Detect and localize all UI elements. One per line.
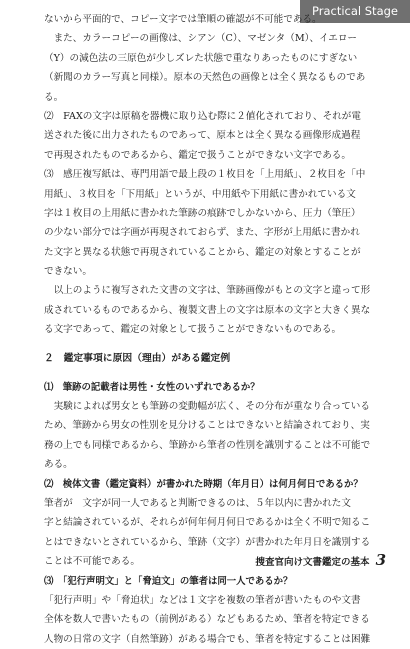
body-line: 字と結論されているが、それらが何年何月何日であるかは全く不明で知るこ — [44, 517, 371, 529]
body-line: ある。 — [44, 459, 73, 471]
section-heading: ２ 鑑定事項に原因（理由）がある鑑定例 — [44, 352, 231, 364]
book-title: 捜査官向け文書鑑定の基本 — [255, 557, 370, 568]
body-line: 「犯行声明」や「脅迫状」などは１文字を複数の筆者が書いたものや文書 — [44, 594, 361, 606]
body-line: 実験によれば男女とも筆跡の変動幅が広く、その分布が重なり合っている — [44, 401, 370, 413]
question-heading-3: ⑶ 「犯行声明文」と「脅迫文」の筆者は同一人であるか？ — [44, 575, 293, 587]
body-line: 成されているものであるから、複製文書上の文字は原本の文字と大きく異な — [44, 304, 371, 316]
body-line: ため、筆跡から男女の性別を見分けることはできないと結論されており、実 — [44, 420, 370, 432]
body-line: できない。 — [44, 266, 92, 278]
body-line: で再現されたものであるから、鑑定で扱うことができない文字である。 — [44, 149, 351, 161]
body-line: 人物の日常の文字（自然筆跡）がある場合でも、筆者を特定することは困難 — [44, 633, 371, 645]
body-line: とはできないとされているから、筆跡（文字）が書かれた年月日を識別する — [44, 536, 371, 548]
body-line — [44, 494, 382, 513]
body-line: の少ない部分では字画が再現されておらず、また、字形が上用紙に書かれ — [44, 227, 360, 239]
body-line-text: 文字が同一人であると判断できるのは、５年以内に書かれた文 — [72, 497, 351, 509]
body-line: ⑵ FAXの文字は原稿を器機に取り込む際に２値化されており、それが電 — [44, 110, 361, 122]
body-line: る文字であって、鑑定の対象として扱うことができないものである。 — [44, 324, 342, 336]
body-line: 全体を数人で書いたもの（前例がある）などもあるため、筆者を特定できる — [44, 614, 370, 626]
question-heading-1: ⑴ 筆跡の記載者は男性・女性のいずれであるか？ — [44, 381, 260, 393]
practical-stage-tab: Practical Stage — [300, 0, 410, 23]
body-line: ことは不可能である。 — [44, 556, 140, 568]
body-line: ⑶ 感圧複写紙は、専門用語で最上段の１枚目を「上用紙」、２枚目を「中 — [44, 169, 366, 181]
body-line: 用紙」、３枚目を「下用紙」というが、中用紙や下用紙に書かれている文 — [44, 188, 356, 200]
body-line: （Y）の減色法の三原色が少しズレた状態で重なりあったものにすぎない — [44, 52, 358, 64]
body-fragment: 筆者が — [44, 497, 73, 509]
body-line: る。 — [44, 91, 64, 103]
body-line: 務の上でも同様であるから、筆跡から筆者の性別を識別することは不可能で — [44, 439, 371, 451]
body-line: 字は１枚目の上用紙に書かれた筆跡の痕跡でしかないから、圧力（筆圧） — [44, 207, 361, 219]
body-line: （新聞のカラー写真と同様）。原本の天然色の画像とは全く異なるものであ — [44, 72, 366, 84]
body-line: ないから平面的で、コピー文字では筆順の確認が不可能である。 — [44, 14, 322, 25]
question-heading-2: ⑵ 検体文書（鑑定資料）が書かれた時期（年月日）は何月何日であるか？ — [44, 478, 363, 490]
page-number: 3 — [375, 551, 386, 569]
body-line: また、カラーコピーの画像は、シアン（C）、マゼンタ（M）、イエロー — [44, 33, 358, 45]
body-line: た文字と異なる状態で再現されていることから、鑑定の対象とすることが — [44, 246, 361, 258]
page-footer — [0, 550, 386, 569]
body-line: 以上のように複写された文書の文字は、筆跡画像がもとの文字と違って形 — [44, 285, 371, 297]
body-line: 送された後に出力されたものであって、原本とは全く異なる画像形成過程 — [44, 130, 361, 142]
